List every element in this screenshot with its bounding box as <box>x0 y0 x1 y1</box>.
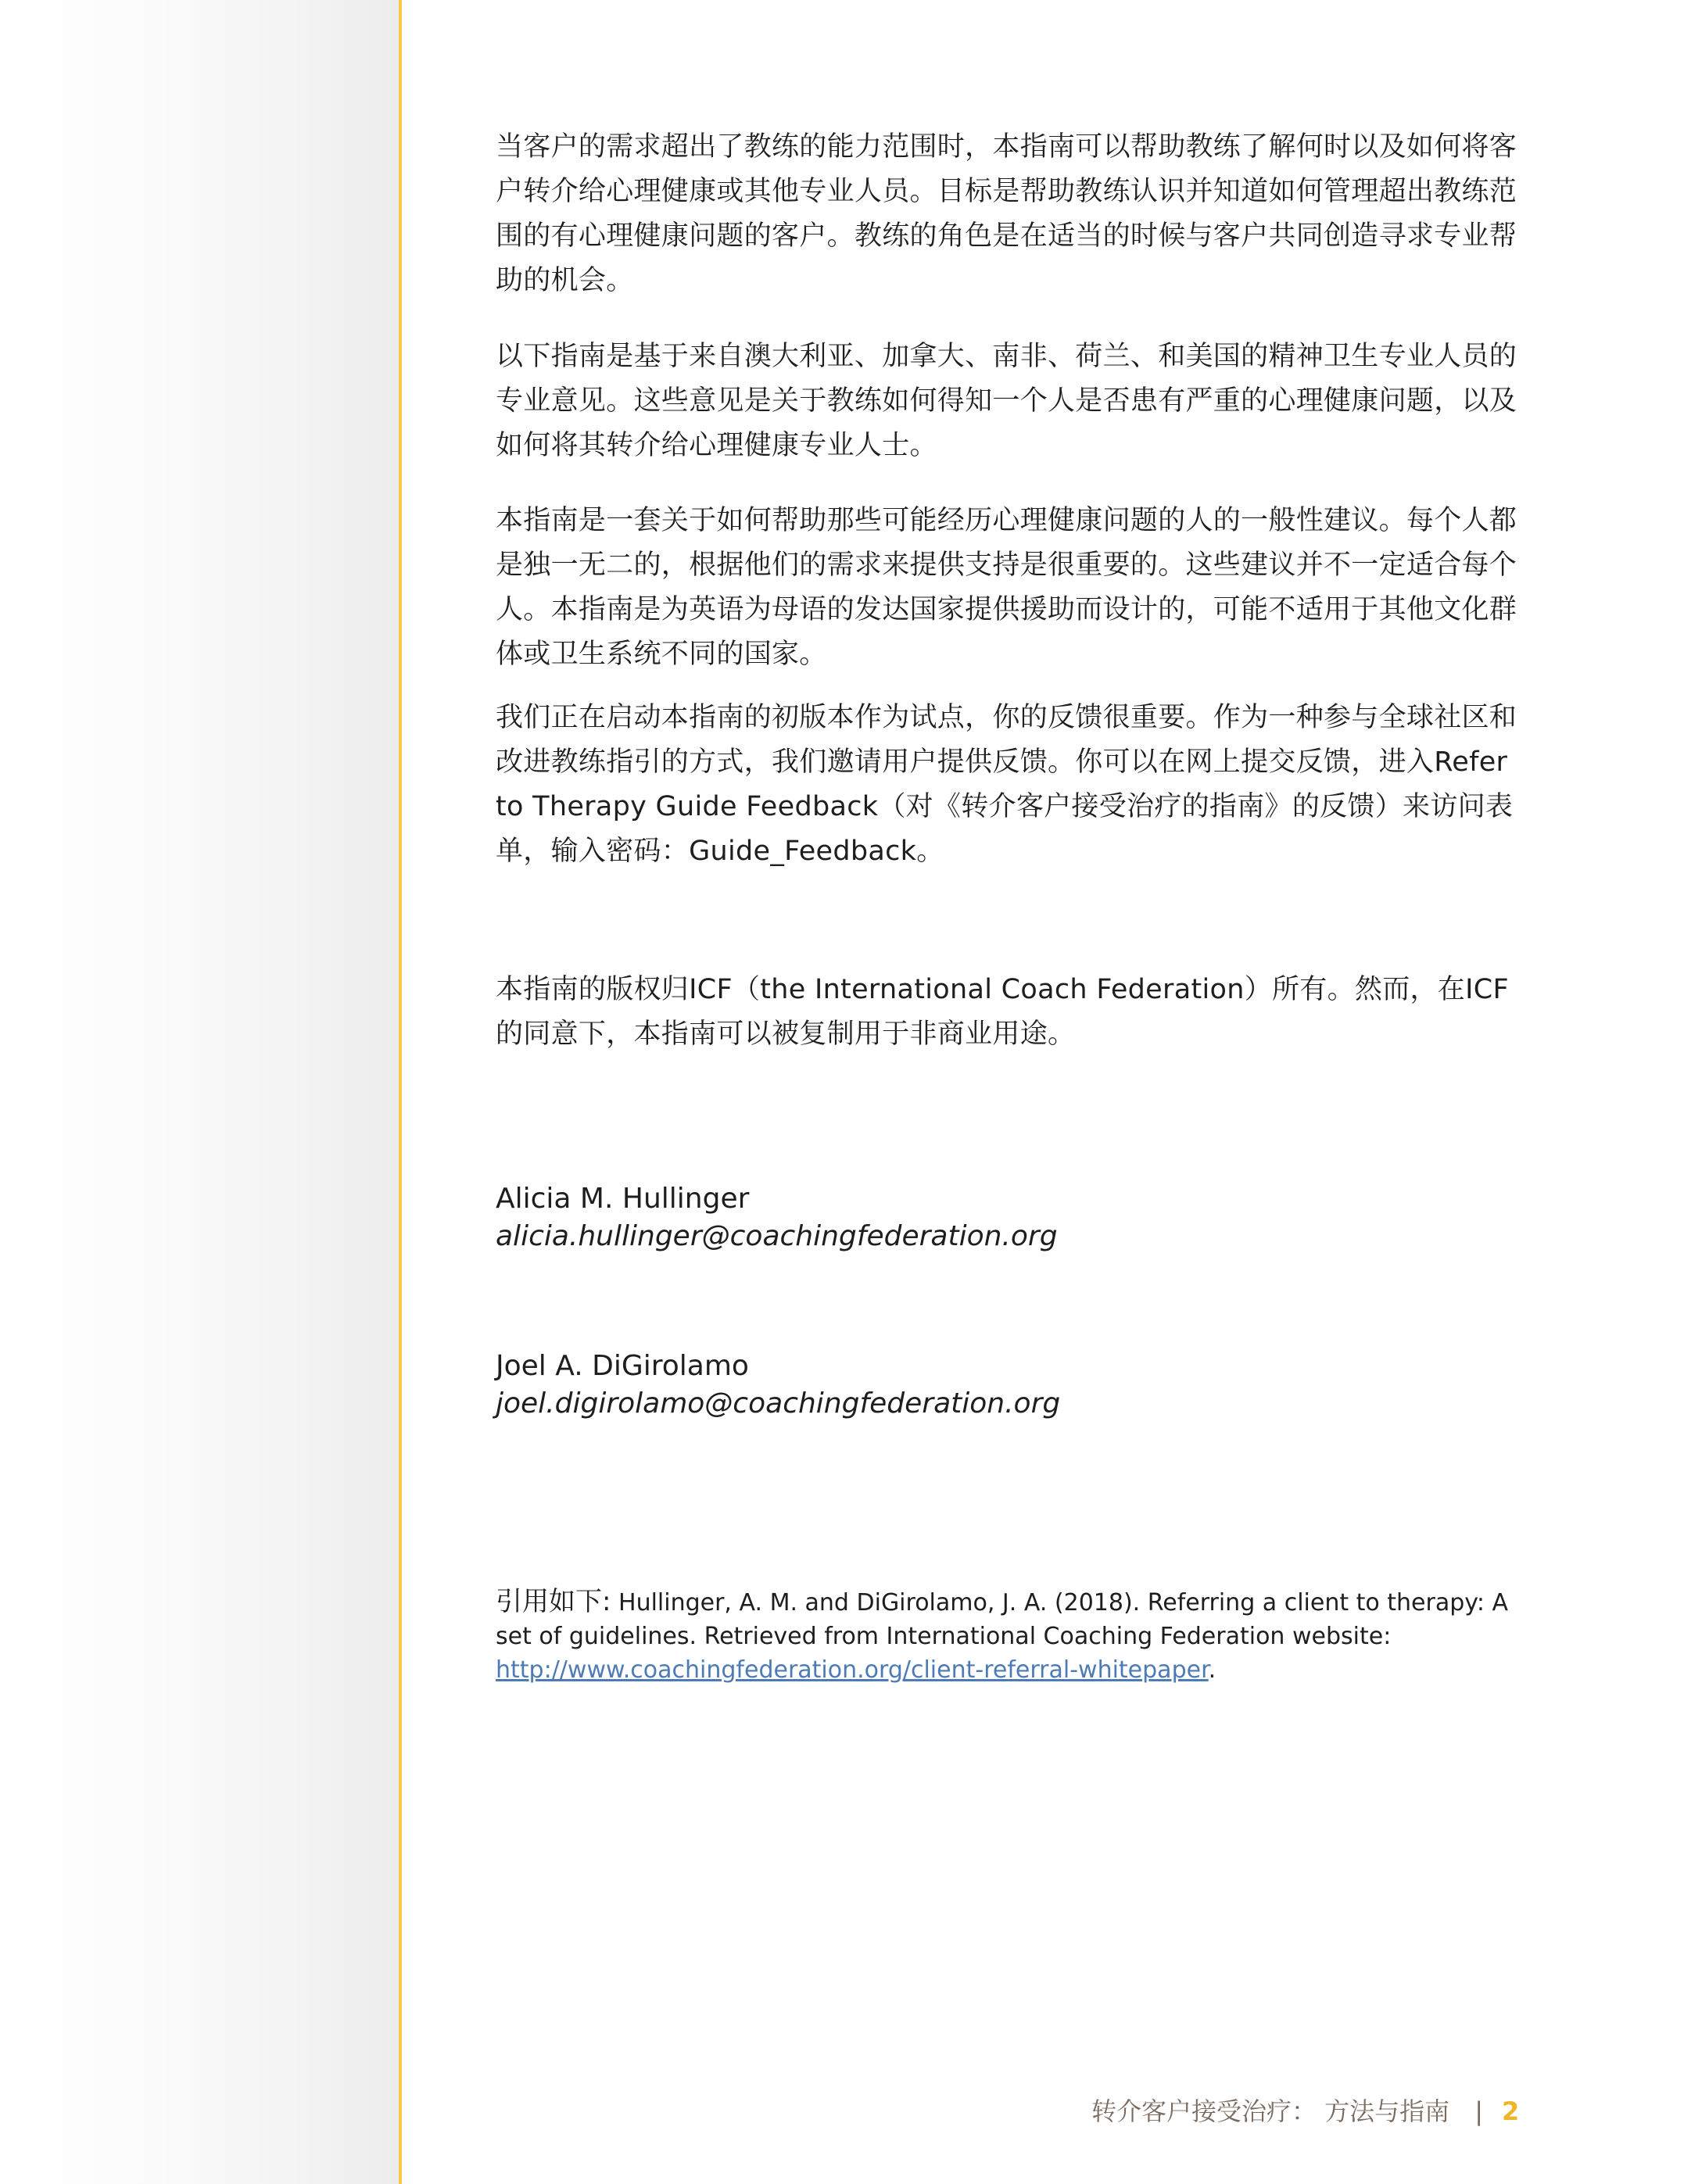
footer-separator: | <box>1474 2096 1483 2126</box>
footer-title: 转介客户接受治疗： 方法与指南 <box>1091 2096 1450 2126</box>
page-footer <box>1091 2090 1560 2132</box>
contact-email[interactable]: alicia.hullinger@coachingfederation.org <box>496 1220 1058 1252</box>
contact-name: Alicia M. Hullinger <box>496 1183 750 1215</box>
basis-paragraph: 以下指南是基于来自澳大利亚、加拿大、南非、荷兰、和美国的精神卫生专业人员的专业意见。这些意见是关于教练如何得知一个人是否患有严重的心理健康问题，以及如何将其转介给心理健康专业人士。 <box>496 341 1517 461</box>
citation <box>496 1585 1535 1687</box>
contact-email[interactable]: joel.digirolamo@coachingfederation.org <box>496 1387 1061 1420</box>
accent-vertical-rule <box>399 0 402 2184</box>
intro-paragraph: 当客户的需求超出了教练的能力范围时，本指南可以帮助教练了解何时以及如何将客户转介给心理健康或其他专业人员。目标是帮助教练认识并知道如何管理超出教练范围的有心理健康问题的客户。教练的角色是在适当的时候与客户共同创造寻求专业帮助的机会。 <box>496 131 1517 296</box>
citation-label: 引用如下: <box>496 1586 611 1617</box>
feedback-paragraph: 我们正在启动本指南的初版本作为试点，你的反馈很重要。作为一种参与全球社区和改进教练指引的方式，我们邀请用户提供反馈。你可以在网上提交反馈，进入Refer to Therapy Guide Feedback（对《转介客户接受治疗的指南》的反馈）来访问表单，输入密码：Guide_Feedback。 <box>496 702 1517 867</box>
contact-name: Joel A. DiGirolamo <box>496 1350 749 1382</box>
page-number: 2 <box>1501 2096 1520 2126</box>
citation-end: . <box>1208 1656 1216 1684</box>
left-margin-panel <box>0 0 399 2184</box>
citation-text: Hullinger, A. M. and DiGirolamo, J. A. (2018). Referring a client to therapy: A set of guidelines. Retrieved from International Coaching Federation website: <box>496 1589 1509 1650</box>
general-advice-paragraph: 本指南是一套关于如何帮助那些可能经历心理健康问题的人的一般性建议。每个人都是独一无二的，根据他们的需求来提供支持是很重要的。这些建议并不一定适合每个人。本指南是为英语为母语的发达国家提供援助而设计的，可能不适用于其他文化群体或卫生系统不同的国家。 <box>496 505 1517 670</box>
copyright-paragraph: 本指南的版权归ICF（the International Coach Federation）所有。然而，在ICF的同意下，本指南可以被复制用于非商业用途。 <box>496 974 1509 1050</box>
citation-link[interactable]: http://www.coachingfederation.org/client-referral-whitepaper <box>496 1656 1209 1684</box>
